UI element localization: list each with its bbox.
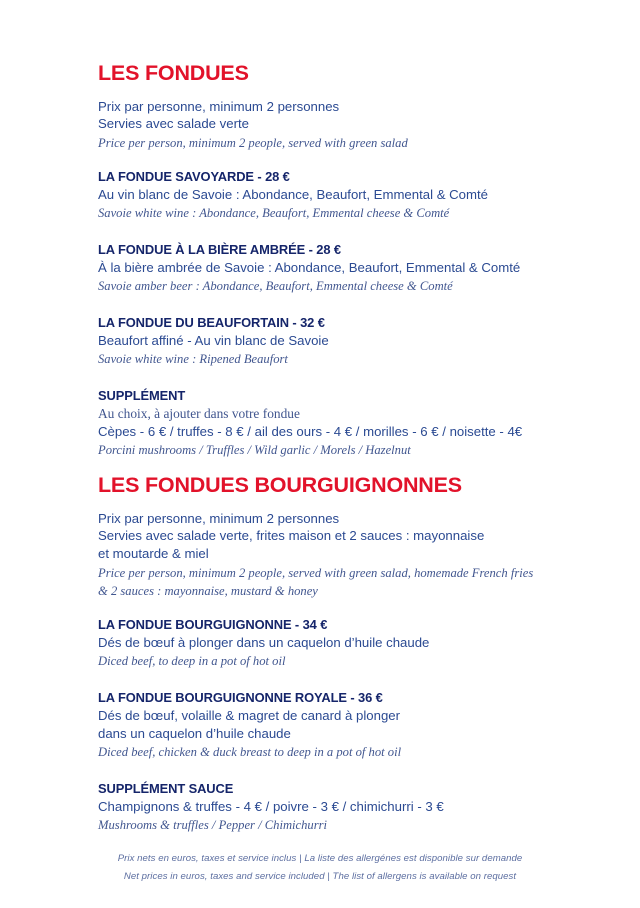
dish-name: LA FONDUE BOURGUIGNONNE ROYALE - 36 € (98, 690, 383, 706)
section-title-les-fondues-bourguignonnes: LES FONDUES BOURGUIGNONNES (98, 473, 462, 498)
intro-fr-line-2: Servies avec salade verte (98, 116, 249, 132)
section-title-les-fondues: LES FONDUES (98, 61, 249, 85)
dish-translation: Diced beef, chicken & duck breast to deep in a pot of hot oil (98, 744, 402, 759)
supplement-sauce (98, 780, 570, 833)
dish-name: LA FONDUE À LA BIÈRE AMBRÉE - 28 € (98, 242, 341, 258)
intro-translation-line-2: & 2 sauces : mayonnaise, mustard & honey (98, 583, 318, 598)
dish-name: LA FONDUE BOURGUIGNONNE - 34 € (98, 617, 328, 633)
menu-footer (0, 850, 640, 886)
dish-translation: Savoie amber beer : Abondance, Beaufort, Emmental cheese & Comté (98, 278, 453, 293)
intro-fr-line-2: Servies avec salade verte, frites maison et 2 sauces : mayonnaise (98, 528, 485, 544)
dish-description: Dés de bœuf à plonger dans un caquelon d’huile chaude (98, 635, 430, 651)
dish-description: Au vin blanc de Savoie : Abondance, Beaufort, Emmental & Comté (98, 187, 488, 203)
footer-note-en: Net prices in euros, taxes and service included | The list of allergens is available on request (123, 871, 517, 882)
intro-fr-line-1: Prix par personne, minimum 2 personnes (98, 98, 340, 114)
dish-fondue-bourguignonne (98, 616, 570, 669)
dish-description: Beaufort affiné - Au vin blanc de Savoie (98, 333, 329, 349)
dish-name: LA FONDUE SAVOYARDE - 28 € (98, 169, 290, 185)
section-intro-les-fondues (98, 98, 570, 152)
dish-translation: Savoie white wine : Abondance, Beaufort, Emmental cheese & Comté (98, 205, 450, 220)
intro-fr-line-1: Prix par personne, minimum 2 personnes (98, 510, 340, 526)
dish-description-line-2: dans un caquelon d’huile chaude (98, 725, 291, 741)
supplement-translation: Mushrooms & truffles / Pepper / Chimichurri (98, 817, 328, 832)
intro-fr-line-3: et moutarde & miel (98, 545, 209, 561)
dish-name: LA FONDUE DU BEAUFORTAIN - 32 € (98, 315, 325, 331)
intro-translation: Price per person, minimum 2 people, served with green salad (98, 135, 408, 150)
dish-fondue-biere-ambree (98, 241, 570, 294)
supplement-fondues (98, 387, 570, 458)
supplement-description: Cèpes - 6 € / truffes - 8 € / ail des ours - 4 € / morilles - 6 € / noisette - 4€ (98, 424, 523, 440)
dish-fondue-bourguignonne-royale (98, 689, 570, 760)
supplement-heading: SUPPLÉMENT (98, 388, 186, 404)
dish-fondue-beaufortain (98, 314, 570, 367)
dish-description: À la bière ambrée de Savoie : Abondance, Beaufort, Emmental & Comté (98, 260, 521, 276)
supplement-heading: SUPPLÉMENT SAUCE (98, 780, 234, 796)
footer-note-fr: Prix nets en euros, taxes et service inclus | La liste des allergénes est disponible sur demande (117, 853, 523, 864)
supplement-note: Au choix, à ajouter dans votre fondue (98, 406, 300, 422)
section-intro-bourguignonnes (98, 510, 570, 600)
supplement-description: Champignons & truffes - 4 € / poivre - 3 € / chimichurri - 3 € (98, 798, 444, 814)
dish-description-line-1: Dés de bœuf, volaille & magret de canard à plonger (98, 708, 401, 724)
intro-translation-line-1: Price per person, minimum 2 people, served with green salad, homemade French fries (98, 565, 534, 580)
supplement-translation: Porcini mushrooms / Truffles / Wild garlic / Morels / Hazelnut (98, 442, 411, 457)
dish-fondue-savoyarde (98, 168, 570, 221)
dish-translation: Savoie white wine : Ripened Beaufort (98, 351, 288, 366)
dish-translation: Diced beef, to deep in a pot of hot oil (98, 653, 286, 668)
